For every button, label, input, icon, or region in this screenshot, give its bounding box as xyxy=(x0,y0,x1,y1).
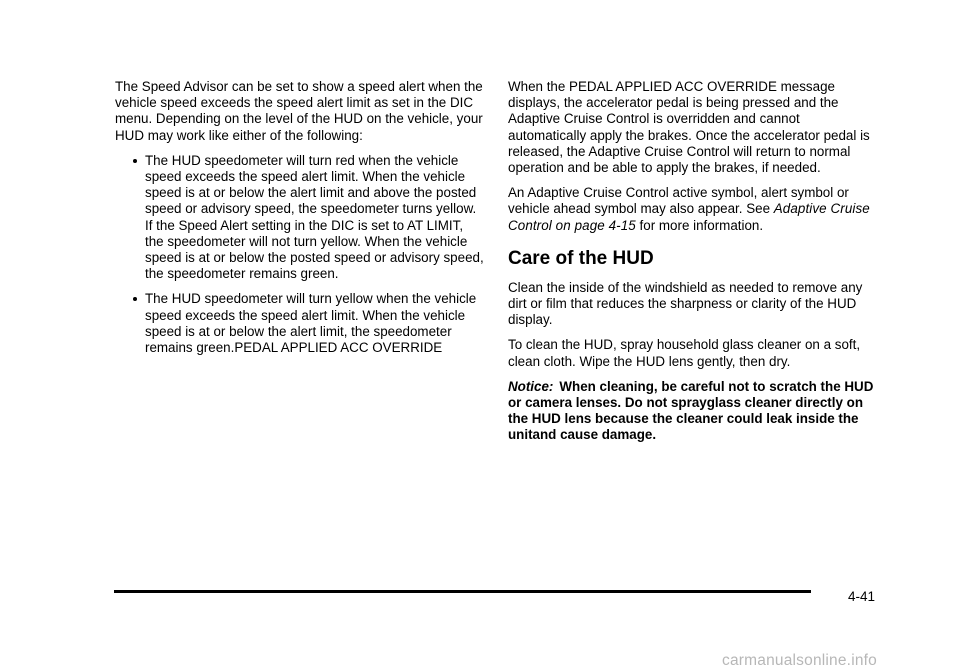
bullet-item xyxy=(115,291,485,356)
footer-rule xyxy=(114,590,811,593)
clean-windshield-paragraph: Clean the inside of the windshield as needed to remove any dirt or film that reduces the sharpness or clarity of the HUD display. xyxy=(508,279,863,328)
symbol-text-start: An Adaptive Cruise Control active symbol, alert symbol or vehicle ahead symbol may also appear. See xyxy=(508,185,849,217)
intro-paragraph: The Speed Advisor can be set to show a speed alert when the vehicle speed exceeds the speed alert limit as set in the DIC menu. Depending on the level of the HUD on the vehicle, your HUD may work like either of the following: xyxy=(115,79,483,143)
page-number: 4-41 xyxy=(848,589,876,604)
symbol-text-end: for more information. xyxy=(639,217,764,233)
notice-paragraph xyxy=(508,379,880,444)
notice-text: When cleaning, be careful not to scratch the HUD or camera lenses. Do not sprayglass cleaner directly on the HUD lens because the cleaner could leak inside the unitand cause damage. xyxy=(508,378,874,443)
override-paragraph: When the PEDAL APPLIED ACC OVERRIDE message displays, the accelerator pedal is being pressed and the Adaptive Cruise Control is overridden and cannot automatically apply the brakes. Once the accelerator pedal is released, the Adaptive Cruise Control will return to normal operation and be able to apply the brakes, if needed. xyxy=(508,79,870,176)
clean-hud-paragraph: To clean the HUD, spray household glass cleaner on a soft, clean cloth. Wipe the HUD lens gently, then dry. xyxy=(508,337,861,369)
left-column xyxy=(115,79,485,365)
notice-label: Notice: xyxy=(508,378,554,394)
bullet-text: The HUD speedometer will turn red when the vehicle speed exceeds the speed alert limit. When the vehicle speed is at or below the alert limit and above the posted speed or advisory speed, the speedometer turns yellow. If the Speed Alert setting in the DIC is set to AT LIMIT, the speedometer will not turn yellow. When the vehicle speed is at or below the posted speed or advisory speed, the speedometer remains green. xyxy=(145,152,484,282)
bullet-text: The HUD speedometer will turn yellow when the vehicle speed exceeds the speed alert limit. When the vehicle speed is at or below the alert limit, the speedometer remains green.PEDAL APPLIED ACC OVERRIDE xyxy=(145,291,477,356)
watermark: carmanualsonline.info xyxy=(722,652,877,669)
bullet-item xyxy=(115,153,485,283)
bullet-icon xyxy=(133,159,137,163)
bullet-list xyxy=(115,153,485,356)
right-column xyxy=(508,79,880,453)
section-heading: Care of the HUD xyxy=(508,247,654,269)
symbol-paragraph xyxy=(508,185,880,234)
cross-reference-link[interactable]: Adaptive Cruise Control on page 4-15 xyxy=(508,201,870,233)
bullet-icon xyxy=(133,297,137,301)
